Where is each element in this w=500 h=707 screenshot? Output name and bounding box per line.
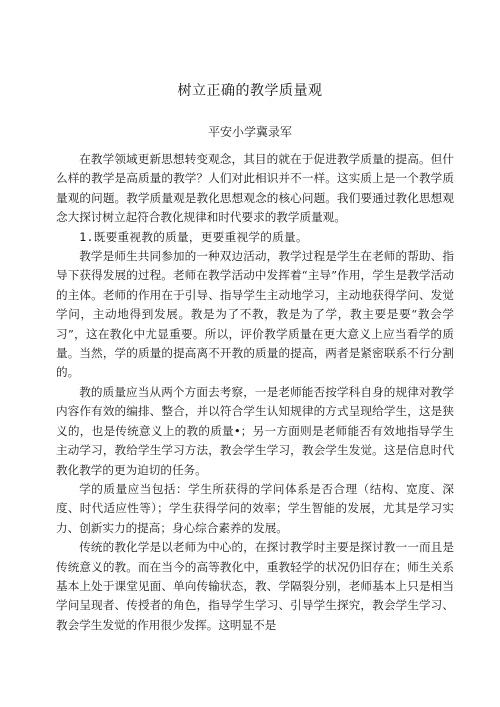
- document-body: [56, 150, 454, 635]
- paragraph: 学的质量应当包括：学生所获得的学问体系是否合理（结构、宽度、深度、时代适应性等）；学生获得学问的效率；学生智能的发展，尤其是学习实力、创新实力的提高；身心综合素养的发展。: [56, 481, 454, 535]
- document-title: 树立正确的教学质量观: [177, 83, 323, 99]
- author-line: 平安小学冀录军: [207, 125, 292, 139]
- paragraph: 教学是师生共同参加的一种双边活动，教学过程是学生在老师的帮助、指导下获得发展的过程。老师在教学活动中发挥着“主导”作用，学生是教学活动的主体。老师的作用在于引导、指导学生主动地学习，主动地获得学问、发觉学问，主动地得到发展。教是为了不教，教是为了学，教主要是要“教会学习”，这在教化中尤显重要。所以，评价教学质量在更大意义上应当看学的质量。当然，学的质量的提高离不开教的质量的提高，两者是紧密联系不行分割的。: [56, 249, 454, 380]
- paragraph: 在教学领域更新思想转变观念，其目的就在于促进教学质量的提高。但什么样的教学是高质量的教学？人们对此相识并不一样。这实质上是一个教学质量观的问题。教学质量观是教化思想观念的核心问题。我们要通过教化思想观念大探讨树立起符合教化规律和时代要求的教学质量观。: [56, 152, 454, 225]
- paragraph: 教的质量应当从两个方面去考察，一是老师能否按学科自身的规律对教学内容作有效的编排、整合，并以符合学生认知规律的方式呈现给学生，这是狭义的，也是传统意义上的教的质量•；另一方面则是老师能否有效地指导学生主动学习，教给学生学习方法，教会学生学习，教会学生发觉。这是信息时代教化教学的更为迫切的任务。: [56, 384, 454, 477]
- section-heading: 1.既要重视教的质量，更要重视学的质量。: [79, 229, 308, 244]
- paragraph: 传统的教化学是以老师为中心的，在探讨教学时主要是探讨教一一而且是传统意义的教。而在当今的高等教化中，重教轻学的状况仍旧存在；师生关系基本上处于课堂见面、单向传输状态，教、学隔裂分别，老师基本上只是相当学问呈现者、传授者的角色，指导学生学习、引导学生探究，教会学生学习、教会学生发觉的作用很少发挥。这明显不是: [56, 540, 454, 632]
